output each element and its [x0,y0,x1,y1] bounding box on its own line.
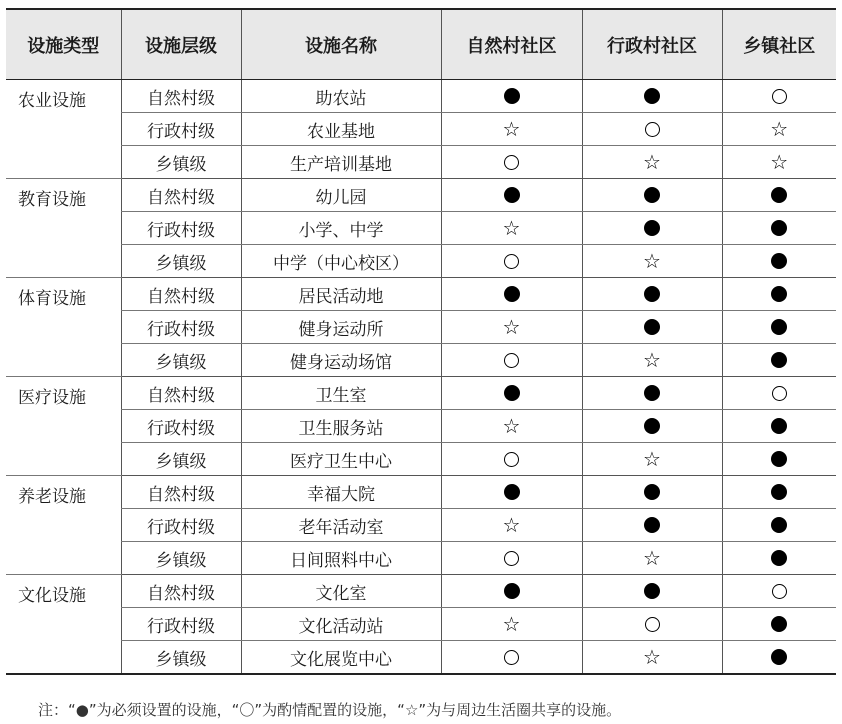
facility-level-cell: 自然村级 [121,575,241,608]
star-icon: ☆ [502,612,521,636]
facility-level-cell: 行政村级 [121,311,241,344]
mark-cell [441,113,582,146]
mark-cell [582,608,722,641]
facility-name-cell: 健身运动场馆 [241,344,441,377]
table-row [6,80,836,113]
mark-cell [582,509,722,542]
filled-circle-icon [771,352,787,368]
facility-level-cell: 行政村级 [121,509,241,542]
mark-cell [441,146,582,179]
table-row [6,443,836,476]
filled-circle-icon [504,583,520,599]
facility-name-cell: 日间照料中心 [241,542,441,575]
mark-cell [722,179,836,212]
filled-circle-icon [504,88,520,104]
mark-cell [582,377,722,410]
facility-type-cell: 文化设施 [6,575,121,675]
hollow-circle-icon [645,122,660,137]
facility-name-cell: 小学、中学 [241,212,441,245]
facility-name-cell: 助农站 [241,80,441,113]
table-row [6,179,836,212]
star-icon: ☆ [643,249,661,273]
mark-cell [441,542,582,575]
table-row [6,344,836,377]
table-row [6,575,836,608]
mark-cell [722,311,836,344]
facility-type-cell: 养老设施 [6,476,121,575]
hollow-circle-icon [772,584,787,599]
header-facility-type: 设施类型 [6,9,121,80]
facility-type-cell: 教育设施 [6,179,121,278]
facility-type-cell: 农业设施 [6,80,121,179]
star-icon: ☆ [770,117,789,141]
mark-cell [722,212,836,245]
star-icon: ☆ [502,315,521,339]
filled-circle-icon [644,583,660,599]
filled-circle-icon [644,220,660,236]
facility-level-cell: 自然村级 [121,179,241,212]
facility-name-cell: 幸福大院 [241,476,441,509]
mark-cell [722,113,836,146]
hollow-circle-icon [504,155,519,170]
hollow-circle-icon [772,386,787,401]
filled-circle-icon [644,88,660,104]
header-natural-village: 自然村社区 [441,9,582,80]
facility-table [6,8,836,675]
header-facility-name: 设施名称 [241,9,441,80]
mark-cell [441,575,582,608]
mark-cell [722,476,836,509]
filled-circle-icon [504,385,520,401]
mark-cell [582,344,722,377]
filled-circle-icon [771,550,787,566]
mark-cell [722,608,836,641]
header-township: 乡镇社区 [722,9,836,80]
facility-name-cell: 卫生室 [241,377,441,410]
hollow-circle-icon [645,617,660,632]
mark-cell [722,410,836,443]
mark-cell [441,344,582,377]
hollow-circle-icon [504,650,519,665]
filled-circle-icon [644,286,660,302]
mark-cell [582,146,722,179]
mark-cell [722,641,836,675]
table-row [6,608,836,641]
filled-circle-icon [644,418,660,434]
star-icon: ☆ [643,447,661,471]
hollow-circle-icon [504,551,519,566]
mark-cell [582,80,722,113]
table-row [6,245,836,278]
filled-circle-icon [504,286,520,302]
facility-type-cell: 医疗设施 [6,377,121,476]
table-row [6,641,836,675]
table-row [6,311,836,344]
facility-name-cell: 老年活动室 [241,509,441,542]
mark-cell [582,410,722,443]
mark-cell [441,80,582,113]
table-body [6,80,836,675]
header-admin-village: 行政村社区 [582,9,722,80]
star-icon: ☆ [643,645,661,669]
hollow-circle-icon [504,452,519,467]
facility-level-cell: 乡镇级 [121,542,241,575]
star-icon: ☆ [502,414,521,438]
mark-cell [722,245,836,278]
facility-level-cell: 乡镇级 [121,641,241,675]
table-row [6,542,836,575]
mark-cell [441,641,582,675]
mark-cell [722,542,836,575]
mark-cell [441,278,582,311]
facility-level-cell: 自然村级 [121,476,241,509]
table-row [6,113,836,146]
facility-level-cell: 乡镇级 [121,146,241,179]
table-row [6,212,836,245]
facility-level-cell: 乡镇级 [121,344,241,377]
filled-circle-icon [644,484,660,500]
hollow-circle-icon [504,353,519,368]
facility-name-cell: 中学（中心校区） [241,245,441,278]
table-row [6,509,836,542]
facility-level-cell: 行政村级 [121,608,241,641]
facility-name-cell: 幼儿园 [241,179,441,212]
filled-circle-icon [771,319,787,335]
hollow-circle-icon [504,254,519,269]
mark-cell [582,311,722,344]
mark-cell [582,443,722,476]
facility-level-cell: 行政村级 [121,113,241,146]
facility-name-cell: 居民活动地 [241,278,441,311]
facility-level-cell: 自然村级 [121,80,241,113]
mark-cell [582,575,722,608]
star-icon: ☆ [502,216,521,240]
mark-cell [441,179,582,212]
facility-type-cell: 体育设施 [6,278,121,377]
filled-circle-icon [644,517,660,533]
table-row [6,377,836,410]
facility-level-cell: 乡镇级 [121,245,241,278]
mark-cell [722,575,836,608]
filled-circle-icon [771,187,787,203]
mark-cell [582,476,722,509]
filled-circle-icon [504,187,520,203]
star-icon: ☆ [643,348,661,372]
mark-cell [722,80,836,113]
mark-cell [722,509,836,542]
mark-cell [582,212,722,245]
star-icon: ☆ [643,150,661,174]
filled-circle-icon [771,286,787,302]
table-row [6,410,836,443]
mark-cell [722,146,836,179]
filled-circle-icon [644,385,660,401]
facility-level-cell: 自然村级 [121,278,241,311]
mark-cell [582,179,722,212]
filled-circle-icon [771,484,787,500]
star-icon: ☆ [502,117,521,141]
footnote: 注：“●”为必须设置的设施，“〇”为酌情配置的设施，“☆”为与周边生活圈共享的设施。 [38,701,622,719]
facility-name-cell: 文化展览中心 [241,641,441,675]
filled-circle-icon [771,451,787,467]
mark-cell [441,212,582,245]
mark-cell [441,443,582,476]
mark-cell [441,410,582,443]
mark-cell [722,443,836,476]
filled-circle-icon [644,319,660,335]
mark-cell [441,377,582,410]
filled-circle-icon [644,187,660,203]
mark-cell [722,377,836,410]
filled-circle-icon [771,517,787,533]
facility-level-cell: 自然村级 [121,377,241,410]
star-icon: ☆ [502,513,521,537]
table-row [6,476,836,509]
facility-name-cell: 卫生服务站 [241,410,441,443]
mark-cell [441,476,582,509]
filled-circle-icon [771,220,787,236]
mark-cell [441,311,582,344]
facility-name-cell: 健身运动所 [241,311,441,344]
mark-cell [441,245,582,278]
mark-cell [582,542,722,575]
mark-cell [582,245,722,278]
facility-name-cell: 文化活动站 [241,608,441,641]
header-facility-level: 设施层级 [121,9,241,80]
mark-cell [722,344,836,377]
mark-cell [441,608,582,641]
filled-circle-icon [504,484,520,500]
mark-cell [582,641,722,675]
facility-name-cell: 生产培训基地 [241,146,441,179]
facility-name-cell: 农业基地 [241,113,441,146]
filled-circle-icon [771,616,787,632]
filled-circle-icon [771,649,787,665]
facility-level-cell: 乡镇级 [121,443,241,476]
mark-cell [582,113,722,146]
mark-cell [441,509,582,542]
mark-cell [582,278,722,311]
mark-cell [722,278,836,311]
hollow-circle-icon [772,89,787,104]
table-row [6,146,836,179]
filled-circle-icon [771,418,787,434]
header-row [6,9,836,80]
facility-level-cell: 行政村级 [121,212,241,245]
facility-name-cell: 文化室 [241,575,441,608]
table-row [6,278,836,311]
facility-name-cell: 医疗卫生中心 [241,443,441,476]
star-icon: ☆ [770,150,789,174]
facility-level-cell: 行政村级 [121,410,241,443]
filled-circle-icon [771,253,787,269]
star-icon: ☆ [643,546,661,570]
